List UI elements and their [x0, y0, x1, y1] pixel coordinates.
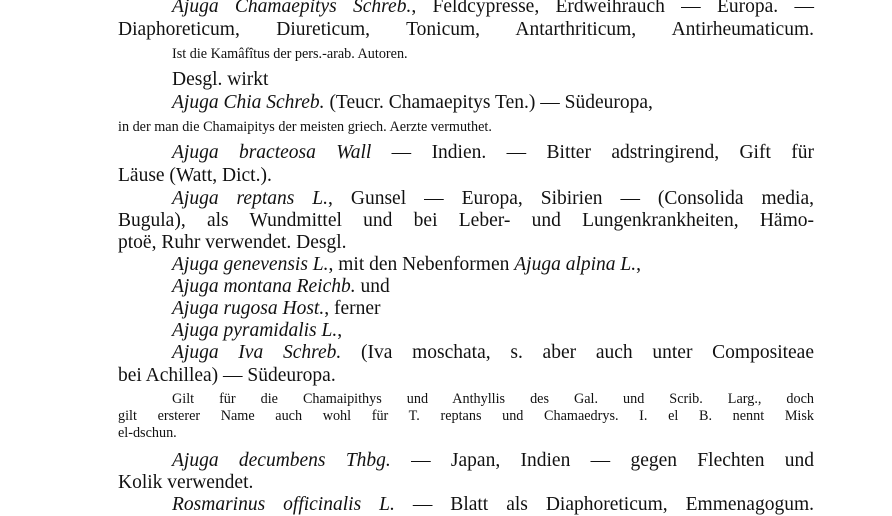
text-line	[172, 142, 814, 164]
text-line	[172, 494, 814, 516]
line-text: Bugula), als Wundmittel und bei Leber- und Lungenkrankheiten, Hämo-	[118, 210, 814, 231]
text-line	[172, 276, 390, 298]
line-text: in der man die Chamaipitys der meisten griech. Aerzte vermuthet.	[118, 119, 492, 135]
text-line	[172, 342, 814, 364]
line-text: Ist die Kamâfîtus der pers.-arab. Autoren.	[172, 46, 408, 62]
line-text: bei Achillea) — Südeuropa.	[118, 365, 336, 386]
line-text: Diaphoreticum, Diureticum, Tonicum, Antarthriticum, Antirheumaticum.	[118, 19, 814, 40]
text-line	[172, 320, 342, 342]
note-line	[118, 425, 177, 442]
species-name: Ajuga pyramidalis L.	[172, 320, 338, 341]
text-line	[118, 165, 272, 187]
species-name: Ajuga reptans L.	[172, 188, 329, 209]
species-name: Ajuga rugosa Host.	[172, 298, 325, 319]
species-name: Ajuga alpina L.	[514, 254, 637, 275]
line-text: Kolik verwendet.	[118, 472, 254, 493]
text-line	[118, 472, 253, 494]
line-text: ,	[636, 254, 642, 275]
line-text: und	[355, 276, 390, 297]
line-text: — Blatt als Diaphoreticum, Emmenagogum.	[394, 494, 814, 515]
text-line	[118, 365, 336, 387]
species-name: Ajuga montana Reichb.	[172, 276, 356, 297]
line-text: Gilt für die Chamaipithys und Anthyllis des Gal. und Scrib. Larg., doch	[172, 391, 814, 407]
text-line	[172, 188, 814, 210]
line-text: , mit den Nebenformen	[328, 254, 515, 275]
line-text: — Japan, Indien — gegen Flechten und	[390, 450, 815, 471]
species-name: Ajuga Iva Schreb.	[172, 342, 342, 363]
line-text: — Indien. — Bitter adstringirend, Gift für	[371, 142, 814, 163]
species-name: Ajuga genevensis L.	[172, 254, 329, 275]
line-text: (Iva moschata, s. aber auch unter Compositeae	[341, 342, 814, 363]
text-line	[118, 210, 814, 232]
text-line	[172, 92, 653, 114]
note-line	[172, 46, 408, 63]
line-text: el-dschun.	[118, 425, 177, 441]
line-text: , ferner	[324, 298, 381, 319]
text-line	[172, 254, 641, 276]
text-line	[172, 450, 814, 472]
text-line	[118, 19, 814, 41]
text-line	[172, 298, 381, 320]
text-line	[118, 232, 347, 254]
species-name: Ajuga decumbens Thbg.	[172, 450, 391, 471]
line-text: (Teucr. Chamaepitys Ten.) — Südeuropa,	[324, 92, 653, 113]
line-text: ptoë, Ruhr verwendet. Desgl.	[118, 232, 347, 253]
line-text: ,	[337, 320, 343, 341]
species-name: Ajuga Chamaepitys Schreb.	[172, 0, 412, 17]
text-line	[172, 0, 814, 18]
note-line	[118, 408, 814, 425]
line-text: , Gunsel — Europa, Sibirien — (Consolida media,	[328, 188, 814, 209]
species-name: Ajuga bracteosa Wall	[172, 142, 372, 163]
line-text: gilt ersterer Name auch wohl für T. reptans und Chamaedrys. I. el B. nennt Misk	[118, 408, 814, 424]
text-line	[172, 69, 268, 91]
species-name: Rosmarinus officinalis L.	[172, 494, 395, 515]
note-line	[118, 119, 492, 136]
line-text: Desgl. wirkt	[172, 69, 269, 90]
line-text: Läuse (Watt, Dict.).	[118, 165, 272, 186]
note-line	[172, 391, 814, 408]
line-text: , Feldcypresse, Erdweihrauch — Europa. —	[411, 0, 814, 17]
species-name: Ajuga Chia Schreb.	[172, 92, 325, 113]
